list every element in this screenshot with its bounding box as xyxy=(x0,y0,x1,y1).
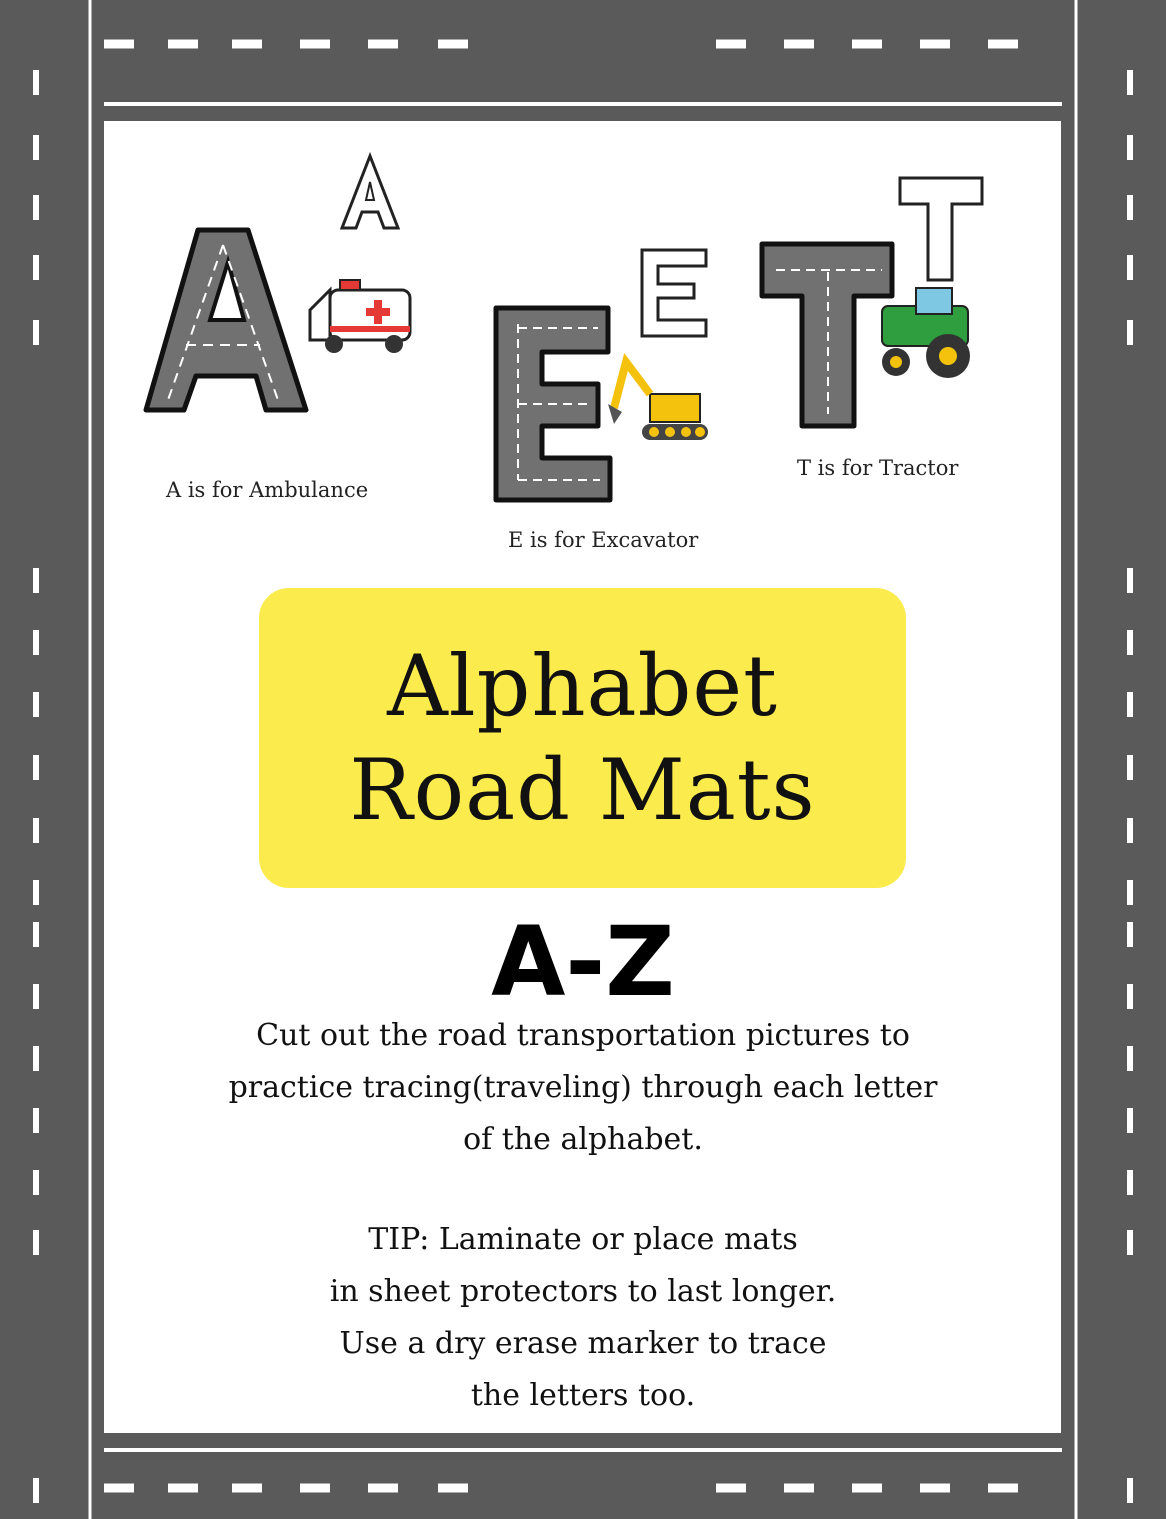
subtitle-a-z: A-Z xyxy=(491,906,675,1018)
caption-e: E is for Excavator xyxy=(508,528,699,552)
instructions-line: Cut out the road transportation pictures to xyxy=(256,1018,910,1053)
tractor-icon xyxy=(882,288,970,378)
tip-line: in sheet protectors to last longer. xyxy=(329,1274,837,1309)
tip-line: the letters too. xyxy=(470,1378,696,1413)
tip-line: TIP: Laminate or place mats xyxy=(368,1222,798,1257)
instructions-line: of the alphabet. xyxy=(463,1122,703,1157)
tip-line: Use a dry erase marker to trace xyxy=(339,1326,827,1361)
instructions-paragraph xyxy=(150,1010,1016,1166)
letter-e-mat xyxy=(490,244,720,514)
title-line-2: Road Mats xyxy=(349,741,816,839)
title-highlight-box xyxy=(259,588,906,888)
caption-t: T is for Tractor xyxy=(797,456,959,480)
tip-paragraph xyxy=(150,1214,1016,1422)
tracing-letter-a-icon xyxy=(342,156,398,228)
tracing-letter-t-icon xyxy=(900,178,982,280)
instructions-line: practice tracing(traveling) through each letter xyxy=(228,1070,938,1105)
ambulance-icon xyxy=(310,280,410,353)
title-line-1: Alphabet xyxy=(387,637,778,735)
excavator-icon xyxy=(608,362,708,440)
caption-a: A is for Ambulance xyxy=(166,478,369,502)
tracing-letter-e-icon xyxy=(642,250,706,336)
letter-t-mat xyxy=(756,170,996,440)
letter-a-mat xyxy=(138,140,428,520)
